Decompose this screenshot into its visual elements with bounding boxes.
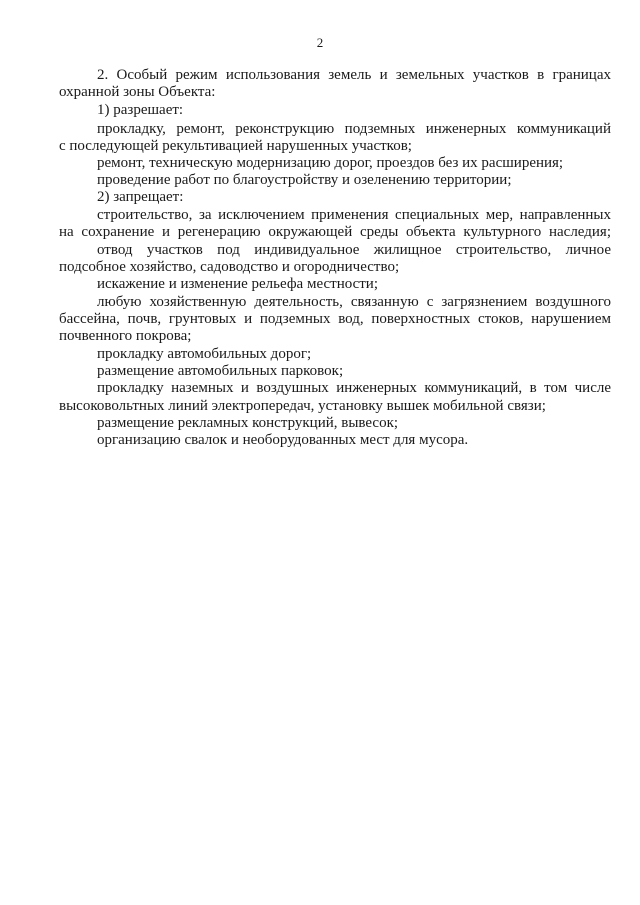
text-line-1: 2. Особый режим использования земель и земельных участков в границах: [97, 67, 611, 83]
text-line-2: охранной зоны Объекта:: [59, 84, 216, 100]
text-line-8: 2) запрещает:: [97, 189, 184, 205]
text-line-11: отвод участков под индивидуальное жилищное строительство, личное: [97, 242, 611, 258]
text-line-22: организацию свалок и необорудованных мест для мусора.: [97, 432, 469, 448]
text-line-16: почвенного покрова;: [59, 328, 192, 344]
text-line-3: 1) разрешает:: [97, 102, 184, 118]
text-line-9: строительство, за исключением применения специальных мер, направленных: [97, 207, 611, 223]
text-line-5: с последующей рекультивацией нарушенных участков;: [59, 138, 412, 154]
text-line-15: бассейна, почв, грунтовых и подземных вод, поверхностных стоков, нарушением: [59, 311, 611, 327]
text-line-12: подсобное хозяйство, садоводство и огородничество;: [59, 259, 400, 275]
text-line-20: высоковольтных линий электропередач, установку вышек мобильной связи;: [59, 398, 546, 414]
text-line-6: ремонт, техническую модернизацию дорог, проездов без их расширения;: [97, 155, 564, 171]
text-line-4: прокладку, ремонт, реконструкцию подземных инженерных коммуникаций: [97, 121, 611, 137]
text-line-13: искажение и изменение рельефа местности;: [97, 276, 379, 292]
text-line-7: проведение работ по благоустройству и озеленению территории;: [97, 172, 512, 188]
text-line-17: прокладку автомобильных дорог;: [97, 346, 312, 362]
page-number: 2: [316, 35, 324, 50]
text-line-19: прокладку наземных и воздушных инженерных коммуникаций, в том числе: [97, 380, 611, 396]
text-line-21: размещение рекламных конструкций, вывесок;: [97, 415, 399, 431]
text-line-10: на сохранение и регенерацию окружающей среды объекта культурного наследия;: [59, 224, 611, 240]
text-line-14: любую хозяйственную деятельность, связанную с загрязнением воздушного: [97, 294, 611, 310]
text-line-18: размещение автомобильных парковок;: [97, 363, 344, 379]
